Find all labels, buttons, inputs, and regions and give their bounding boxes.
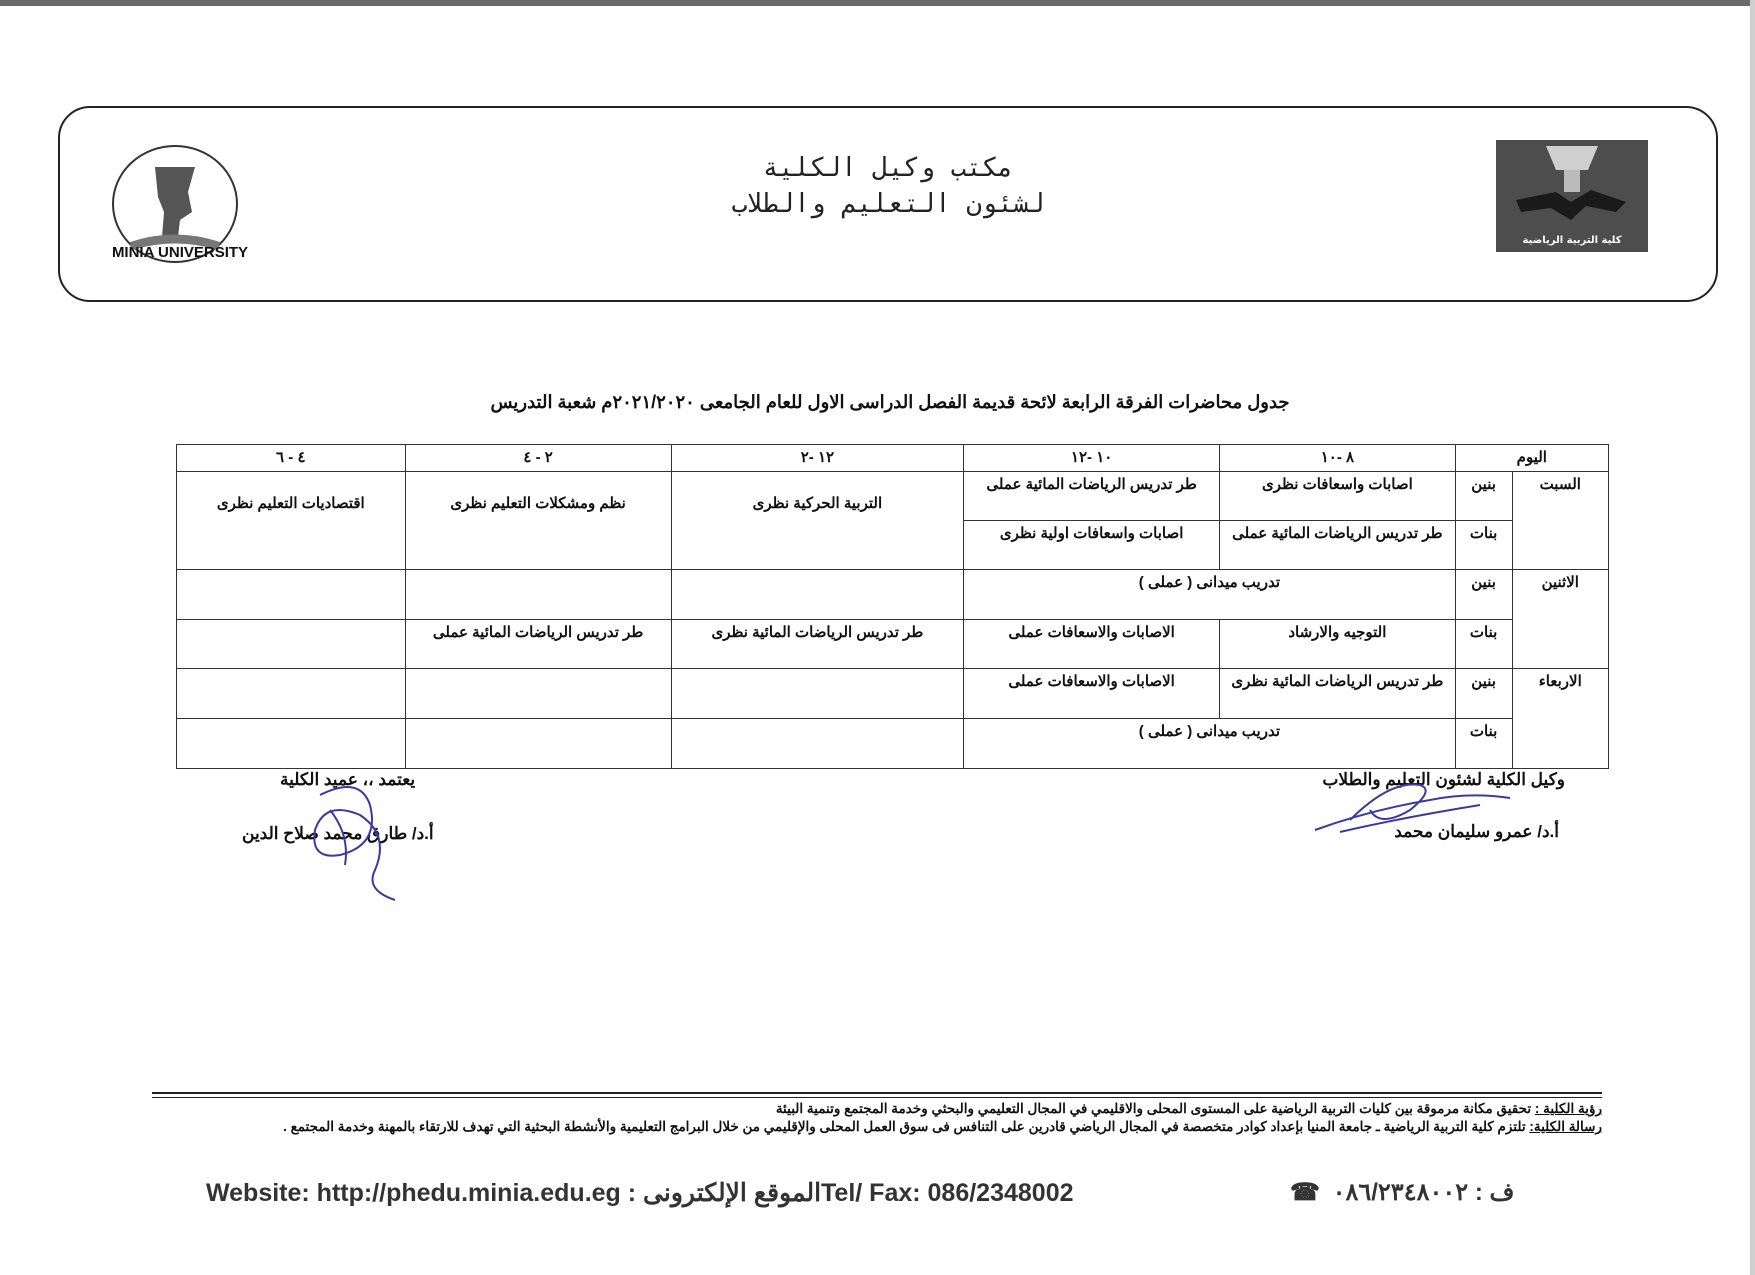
table-row [177, 719, 1609, 769]
day-monday: الاثنين [1512, 569, 1608, 669]
cell: الاصابات والاسعافات عملى [964, 669, 1220, 719]
day-wednesday: الاربعاء [1512, 669, 1608, 769]
letterhead [58, 106, 1718, 302]
group-girls: بنات [1455, 521, 1512, 570]
schedule-title: جدول محاضرات الفرقة الرابعة لائحة قديمة الفصل الدراسى الاول للعام الجامعى ٢٠٢١/٢٠٢٠م شعبة التدريس [490, 392, 1290, 412]
telephone-icon: ☎ [1290, 1179, 1320, 1206]
header-slot-12-2: ١٢ -٢ [671, 445, 963, 472]
schedule-table [176, 444, 1609, 769]
phone-text: ف : ٠٨٦/٢٣٤٨٠٠٢ [1332, 1179, 1515, 1206]
faculty-logo [1496, 140, 1648, 252]
group-boys: بنين [1455, 569, 1512, 619]
cell: طر تدريس الرياضات المائية نظرى [671, 619, 963, 669]
cell: طر تدريس الرياضات المائية عملى [405, 619, 671, 669]
vice-dean-signature [1310, 770, 1520, 840]
header-slot-8-10: ٨ -١٠ [1220, 445, 1456, 472]
telfax-text: Tel/ Fax: 086/2348002 [821, 1179, 1074, 1207]
cell: نظم ومشكلات التعليم نظرى [405, 472, 671, 570]
cell: طر تدريس الرياضات المائية نظرى [1220, 669, 1456, 719]
faculty-logo-text: كلية التربية الرياضية [1522, 235, 1622, 246]
cell [177, 669, 406, 719]
cell: تدريب ميدانى ( عملى ) [964, 569, 1456, 619]
vision-text: تحقيق مكانة مرموقة بين كليات التربية الرياضية على المستوى المحلى والاقليمي في المجال التعليمي والبحثي وخدمة المجتمع وتنمية البيئة [775, 1101, 1532, 1116]
group-girls: بنات [1455, 719, 1512, 769]
cell [671, 719, 963, 769]
cell: اصابات واسعافات اولية نظرى [964, 521, 1220, 570]
cell [177, 569, 406, 619]
university-name: MINIA UNIVERSITY [111, 244, 249, 261]
cell: طر تدريس الرياضات المائية عملى [1220, 521, 1456, 570]
cell: التربية الحركية نظرى [671, 472, 963, 570]
table-row [177, 619, 1609, 669]
footer-vision-mission [152, 1100, 1602, 1136]
cell: اقتصاديات التعليم نظرى [177, 472, 406, 570]
cell [177, 719, 406, 769]
group-boys: بنين [1455, 472, 1512, 521]
dean-title: يعتمد ،، عميد الكلية [280, 770, 416, 789]
header-day: اليوم [1455, 445, 1608, 472]
cell [671, 569, 963, 619]
mission-label: رسالة الكلية: [1529, 1119, 1602, 1134]
header-slot-2-4: ٢ - ٤ [405, 445, 671, 472]
scan-edge-right [1750, 0, 1755, 1275]
mission-line [152, 1118, 1602, 1136]
day-saturday: السبت [1512, 472, 1608, 570]
table-row [177, 472, 1609, 521]
cell: طر تدريس الرياضات المائية عملى [964, 472, 1220, 521]
mission-text: تلتزم كلية التربية الرياضية ـ جامعة المنيا بإعداد كوادر متخصصة في المجال الرياضي قادرين على التنافس فى سوق العمل المحلى والإقليمي من خلال البرامج التعليمية والأنشطة البحثية التي تهدف للارتقاء بالمهنة وخدمة المجتمع . [283, 1119, 1526, 1134]
cell [405, 719, 671, 769]
contact-phone [1290, 1178, 1514, 1207]
vision-line [152, 1100, 1602, 1118]
footer-divider [152, 1092, 1602, 1094]
table-header-row [177, 445, 1609, 472]
cell: اصابات واسعافات نظرى [1220, 472, 1456, 521]
cell [405, 669, 671, 719]
cell [671, 669, 963, 719]
office-line-2: لشئون التعليم والطلاب [731, 189, 1045, 219]
vision-label: رؤية الكلية : [1534, 1101, 1602, 1116]
website-text: Website: http://phedu.minia.edu.eg : الموقع الإلكترونى [206, 1179, 822, 1207]
group-boys: بنين [1455, 669, 1512, 719]
cell: التوجيه والارشاد [1220, 619, 1456, 669]
dean-signature [300, 775, 410, 905]
vice-dean-name: أ.د/ عمرو سليمان محمد [1394, 822, 1559, 841]
group-girls: بنات [1455, 619, 1512, 669]
table-row [177, 669, 1609, 719]
header-slot-10-12: ١٠ -١٢ [964, 445, 1220, 472]
footer-divider [152, 1097, 1602, 1098]
cell: تدريب ميدانى ( عملى ) [964, 719, 1456, 769]
scan-edge-top [0, 0, 1755, 6]
vice-dean-title: وكيل الكلية لشئون التعليم والطلاب [1322, 770, 1565, 789]
cell: الاصابات والاسعافات عملى [964, 619, 1220, 669]
cell [177, 619, 406, 669]
contact-website [206, 1178, 1074, 1208]
office-title [60, 150, 1716, 222]
cell [405, 569, 671, 619]
table-row [177, 569, 1609, 619]
office-line-1: مكتب وكيل الكلية [762, 153, 1014, 183]
header-slot-4-6: ٤ - ٦ [177, 445, 406, 472]
dean-name: أ.د/ طارق محمد صلاح الدين [242, 824, 434, 843]
